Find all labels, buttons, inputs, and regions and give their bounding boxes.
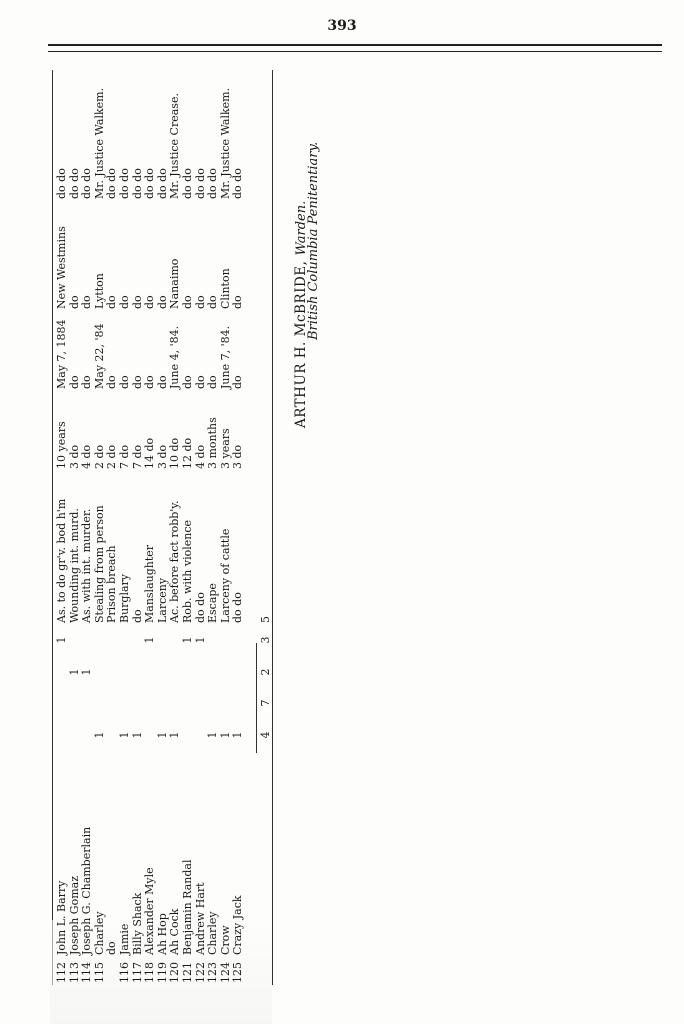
sentence: 2 do <box>92 444 106 469</box>
total-c: 2 <box>259 668 272 676</box>
prisoner-name: Benjamin Randal <box>181 859 194 955</box>
judge: do do <box>105 168 119 199</box>
table-row <box>157 70 169 985</box>
judge: Mr. Justice Walkem. <box>92 87 106 199</box>
prisoner-name: Joseph Gomaz <box>67 875 81 955</box>
crime: As. to do gr'v. bod h'm <box>55 498 68 623</box>
record-number: 117 <box>130 962 144 983</box>
judge: Mr. Justice Crease. <box>168 93 182 199</box>
sentence: 3 do <box>231 444 245 469</box>
count-col-a: 1 <box>231 731 245 739</box>
crime: do do <box>193 592 207 623</box>
crime: Rob. with violence <box>181 519 194 623</box>
warden-title: Warden. <box>294 200 309 256</box>
record-number: 121 <box>181 962 194 983</box>
conviction-date: June 7, '84. <box>218 325 232 389</box>
total-e: 5 <box>259 616 272 623</box>
totals-rule <box>256 643 257 753</box>
judge: do do <box>80 168 94 199</box>
judge: do do <box>193 168 207 199</box>
prisoner-name: Joseph G. Chamberlain <box>80 826 94 955</box>
crime: Stealing from person <box>92 505 106 623</box>
court-place: do <box>143 295 157 309</box>
court-place: do <box>130 295 144 309</box>
judge: do do <box>231 168 245 199</box>
crime: Wounding int. murd. <box>67 508 81 623</box>
judge: do do <box>181 168 194 199</box>
judge: do do <box>130 168 144 199</box>
judge: Mr. Justice Walkem. <box>218 87 232 199</box>
conviction-date: do <box>206 375 220 389</box>
conviction-date: do <box>193 375 207 389</box>
page-number: 393 <box>327 18 357 34</box>
count-col-a: 1 <box>155 731 169 739</box>
conviction-date: do <box>80 375 94 389</box>
prisoner-name: Andrew Hart <box>193 882 207 955</box>
sentence: 14 do <box>143 437 157 469</box>
judge: do do <box>67 168 81 199</box>
court-place: Nanaimo <box>168 258 182 309</box>
crime: Prison breach <box>105 545 119 623</box>
record-number: 116 <box>118 962 131 983</box>
record-number: 122 <box>193 962 207 983</box>
sentence: 2 do <box>105 444 119 469</box>
court-place: do <box>67 295 81 309</box>
count-col-c: 1 <box>80 668 94 676</box>
sentence: 3 years <box>218 428 232 469</box>
prisoner-name: John L. Barry <box>55 880 68 955</box>
warden-name: ARTHUR H. McBRIDE, <box>293 260 309 428</box>
sentence: 7 do <box>130 444 144 469</box>
count-col-a: 1 <box>168 731 182 739</box>
table-row <box>220 70 232 985</box>
record-number: 114 <box>80 962 94 983</box>
crime: do <box>130 609 144 623</box>
total-b: 7 <box>259 699 272 707</box>
count-col-d: 1 <box>55 636 68 644</box>
court-place: New Westmins <box>55 226 68 309</box>
table-row <box>232 70 244 985</box>
judge: do do <box>206 168 220 199</box>
count-col-a: 1 <box>218 731 232 739</box>
prisoner-name: Jamie <box>118 923 131 955</box>
conviction-date: May 7, 1884 <box>55 319 68 389</box>
header-rule <box>48 44 662 46</box>
sentence: 12 do <box>181 437 194 469</box>
court-place: Clinton <box>218 268 232 309</box>
table-row <box>69 70 81 985</box>
table-row <box>94 70 106 985</box>
table-row <box>144 70 156 985</box>
conviction-date: do <box>155 375 169 389</box>
conviction-date: May 22, '84 <box>92 323 106 389</box>
record-number: 113 <box>67 962 81 983</box>
court-place: do <box>206 295 220 309</box>
sentence: 10 do <box>168 437 182 469</box>
conviction-date: do <box>105 375 119 389</box>
prisoner-name: Charley <box>206 911 220 955</box>
sentence: 7 do <box>118 444 131 469</box>
prisoner-name: do <box>105 941 119 955</box>
crime: Larceny <box>155 577 169 623</box>
sentence: 3 do <box>67 444 81 469</box>
record-number: 115 <box>92 962 106 983</box>
prisoner-name: Billy Shack <box>130 892 144 955</box>
records-table <box>52 70 274 985</box>
record-number: 118 <box>143 962 157 983</box>
prisoner-name: Ah Cock <box>168 908 182 955</box>
conviction-date: do <box>231 375 245 389</box>
crime: As. with int. murder. <box>80 508 94 623</box>
total-d: 3 <box>259 636 272 644</box>
crime: do do <box>231 592 245 623</box>
totals-row <box>258 70 272 985</box>
court-place: do <box>105 295 119 309</box>
record-number: 123 <box>206 962 220 983</box>
sentence: 3 do <box>155 444 169 469</box>
count-col-c: 1 <box>67 668 81 676</box>
conviction-date: June 4, '84. <box>168 325 182 389</box>
record-number: 120 <box>168 962 182 983</box>
table-row <box>106 70 118 985</box>
prisoner-name: Ah Hop <box>155 913 169 955</box>
record-number: 119 <box>155 962 169 983</box>
total-a: 4 <box>259 731 272 739</box>
court-place: do <box>155 295 169 309</box>
sentence: 3 months <box>206 417 220 469</box>
conviction-date: do <box>143 375 157 389</box>
table-row <box>81 70 93 985</box>
court-place: do <box>231 295 245 309</box>
table-row <box>195 70 207 985</box>
conviction-date: do <box>181 375 194 389</box>
table-row <box>119 70 131 985</box>
court-place: do <box>118 295 131 309</box>
table-row <box>132 70 144 985</box>
institution-name: British Columbia Penitentiary. <box>306 141 321 340</box>
conviction-date: do <box>118 375 131 389</box>
court-place: Lytton <box>92 273 106 309</box>
count-col-a: 1 <box>118 731 131 739</box>
sentence: 4 do <box>193 444 207 469</box>
count-col-d: 1 <box>143 636 157 644</box>
table-row <box>56 70 68 985</box>
count-col-a: 1 <box>92 731 106 739</box>
court-place: do <box>80 295 94 309</box>
court-place: do <box>193 295 207 309</box>
prisoner-name: Alexander Myle <box>143 867 157 955</box>
sentence: 4 do <box>80 444 94 469</box>
table-row <box>182 70 194 985</box>
count-col-a: 1 <box>206 731 220 739</box>
sentence: 10 years <box>55 421 68 469</box>
count-col-d: 1 <box>181 636 194 644</box>
judge: do do <box>55 168 68 199</box>
count-col-d: 1 <box>193 636 207 644</box>
crime: Larceny of cattle <box>218 528 232 623</box>
record-number: 112 <box>55 962 68 983</box>
crime: Manslaughter <box>143 544 157 623</box>
record-number: 124 <box>218 962 232 983</box>
prisoner-name: Crazy Jack <box>231 895 245 955</box>
prisoner-name: Crow <box>218 925 232 955</box>
count-col-a: 1 <box>130 731 144 739</box>
table-row <box>207 70 219 985</box>
record-number: 125 <box>231 962 245 983</box>
crime: Burglary <box>118 573 131 623</box>
header-rule-thin <box>48 51 662 52</box>
judge: do do <box>155 168 169 199</box>
prisoner-name: Charley <box>92 911 106 955</box>
crime: Escape <box>206 583 220 623</box>
judge: do do <box>143 168 157 199</box>
crime: Ac. before fact robb'y. <box>168 500 182 623</box>
table-row <box>169 70 181 985</box>
conviction-date: do <box>130 375 144 389</box>
court-place: do <box>181 295 194 309</box>
conviction-date: do <box>67 375 81 389</box>
judge: do do <box>118 168 131 199</box>
